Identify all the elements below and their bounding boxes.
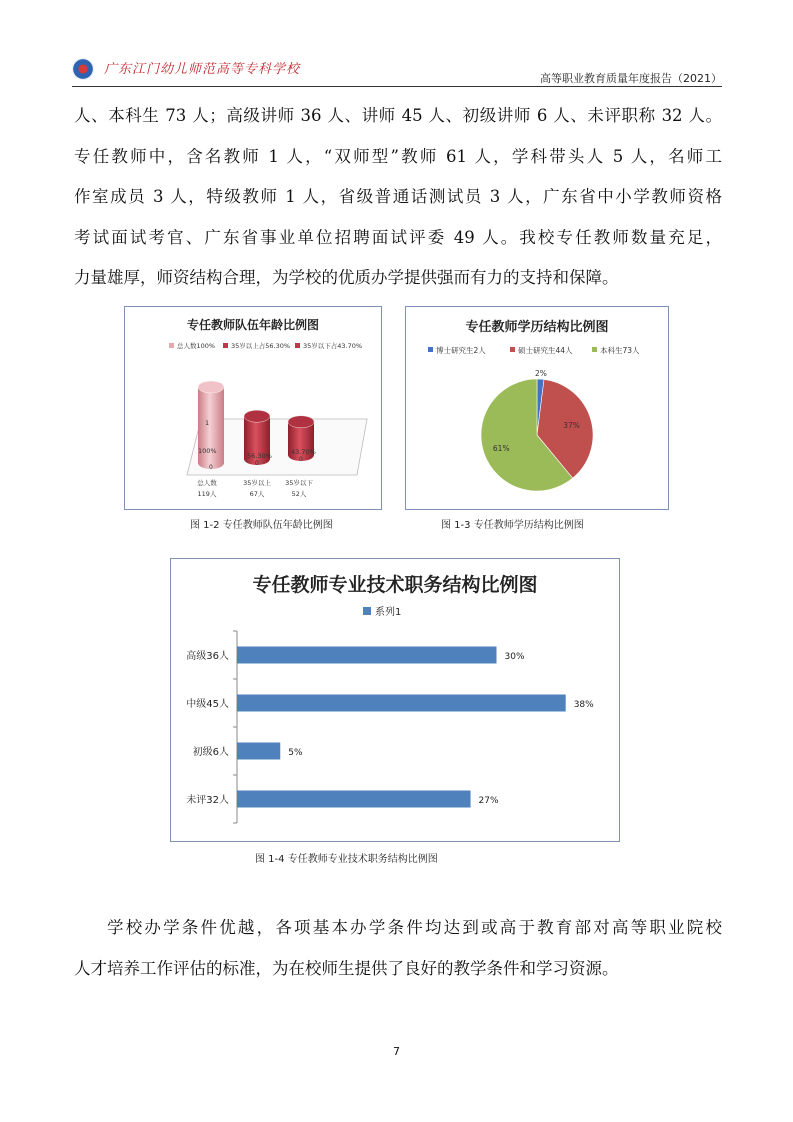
bar-cylinder — [244, 410, 272, 467]
report-title: 高等职业教育质量年度报告（2021） — [540, 72, 722, 85]
data-label: 5% — [288, 748, 303, 758]
page-header — [72, 52, 722, 88]
category-label: 未评32人 — [186, 795, 229, 806]
chart-title: 专任教师队伍年龄比例图 — [186, 318, 320, 332]
category-label: 35岁以下 — [285, 479, 313, 487]
legend-swatch — [363, 607, 371, 615]
chart-title: 专任教师专业技术职务结构比例图 — [252, 574, 538, 596]
bar — [237, 743, 280, 760]
category-label: 67人 — [249, 490, 265, 498]
data-label: 2% — [534, 369, 547, 379]
legend-entry: 总人数100% — [177, 342, 216, 350]
data-label: 27% — [478, 796, 499, 806]
education-chart-svg — [406, 307, 668, 509]
page-number: 7 — [393, 1045, 400, 1058]
header-divider — [72, 86, 722, 87]
category-label: 总人数 — [197, 479, 217, 487]
category-label: 52人 — [291, 490, 307, 498]
legend-entry: 本科生73人 — [600, 346, 640, 355]
legend-swatch — [169, 343, 174, 348]
data-label: 43.70% — [291, 448, 316, 456]
baseline-label: 0 — [209, 464, 213, 471]
bar-body — [198, 387, 224, 469]
paragraph-conditions — [74, 908, 722, 989]
legend-swatch — [428, 347, 433, 352]
legend-swatch — [510, 347, 515, 352]
text-line: 学校办学条件优越，各项基本办学条件均达到或高于教育部对高等职业院校 — [107, 918, 722, 937]
legend-swatch — [223, 343, 228, 348]
category-label: 初级6人 — [192, 747, 229, 758]
data-label: 30% — [504, 652, 525, 662]
legend-entry: 系列1 — [375, 607, 402, 618]
text-line: 人才培养工作评估的标准，为在校师生提供了良好的教学条件和学习资源。 — [74, 958, 619, 978]
legend-entry: 硕士研究生44人 — [518, 346, 573, 355]
text-line: 考试面试考官、广东省事业单位招聘面试评委 49 人。我校专任教师数量充足， — [74, 227, 722, 247]
text-line: 人、本科生 73 人；高级讲师 36 人、讲师 45 人、初级讲师 6 人、未评职称 32 人。 — [74, 106, 722, 125]
data-label: 37% — [563, 420, 580, 430]
category-label: 中级45人 — [186, 699, 229, 710]
school-name: 广东江门幼儿师范高等专科学校 — [104, 62, 301, 77]
education-chart — [405, 306, 669, 510]
baseline-label: 0 — [255, 460, 259, 467]
category-label: 35岁以上 — [243, 479, 271, 487]
category-label: 高级36人 — [186, 651, 229, 662]
legend-entry: 博士研究生2人 — [436, 346, 486, 355]
legend-swatch — [592, 347, 597, 352]
bar-top — [198, 381, 224, 393]
title-chart-svg — [171, 559, 619, 841]
data-label: 100% — [198, 447, 217, 455]
bar-cylinder — [288, 416, 316, 463]
category-label: 119人 — [197, 490, 217, 498]
baseline-label: 0 — [299, 456, 303, 463]
age-chart-svg — [125, 307, 381, 509]
caption-fig4: 图 1-4 专任教师专业技术职务结构比例图 — [255, 854, 438, 865]
bar — [237, 791, 471, 808]
data-label: 1 — [205, 419, 210, 427]
bar-top — [288, 416, 314, 428]
text-line: 力量雄厚，师资结构合理，为学校的优质办学提供强而有力的支持和保障。 — [74, 268, 619, 287]
title-chart — [170, 558, 620, 842]
school-logo-icon — [72, 58, 94, 80]
bar-top — [244, 410, 270, 422]
data-label: 38% — [573, 700, 594, 710]
caption-fig3: 图 1-3 专任教师学历结构比例图 — [441, 520, 584, 531]
bar-cylinder — [198, 381, 224, 471]
legend-entry: 35岁以上占56.30% — [231, 342, 291, 350]
bar — [237, 695, 566, 712]
age-chart — [124, 306, 382, 510]
legend-swatch — [295, 343, 300, 348]
bar — [237, 647, 497, 664]
legend-entry: 35岁以下占43.70% — [303, 342, 363, 350]
data-label: 61% — [492, 443, 510, 453]
text-line: 专任教师中，含名教师 1 人，“双师型”教师 61 人，学科带头人 5 人，名师工 — [74, 146, 722, 166]
chart-title: 专任教师学历结构比例图 — [465, 320, 609, 335]
data-label: 56.30% — [247, 452, 272, 460]
paragraph-teachers — [74, 96, 722, 299]
text-line: 作室成员 3 人，特级教师 1 人，省级普通话测试员 3 人，广东省中小学教师资格 — [74, 187, 722, 206]
caption-fig2: 图 1-2 专任教师队伍年龄比例图 — [190, 520, 333, 531]
